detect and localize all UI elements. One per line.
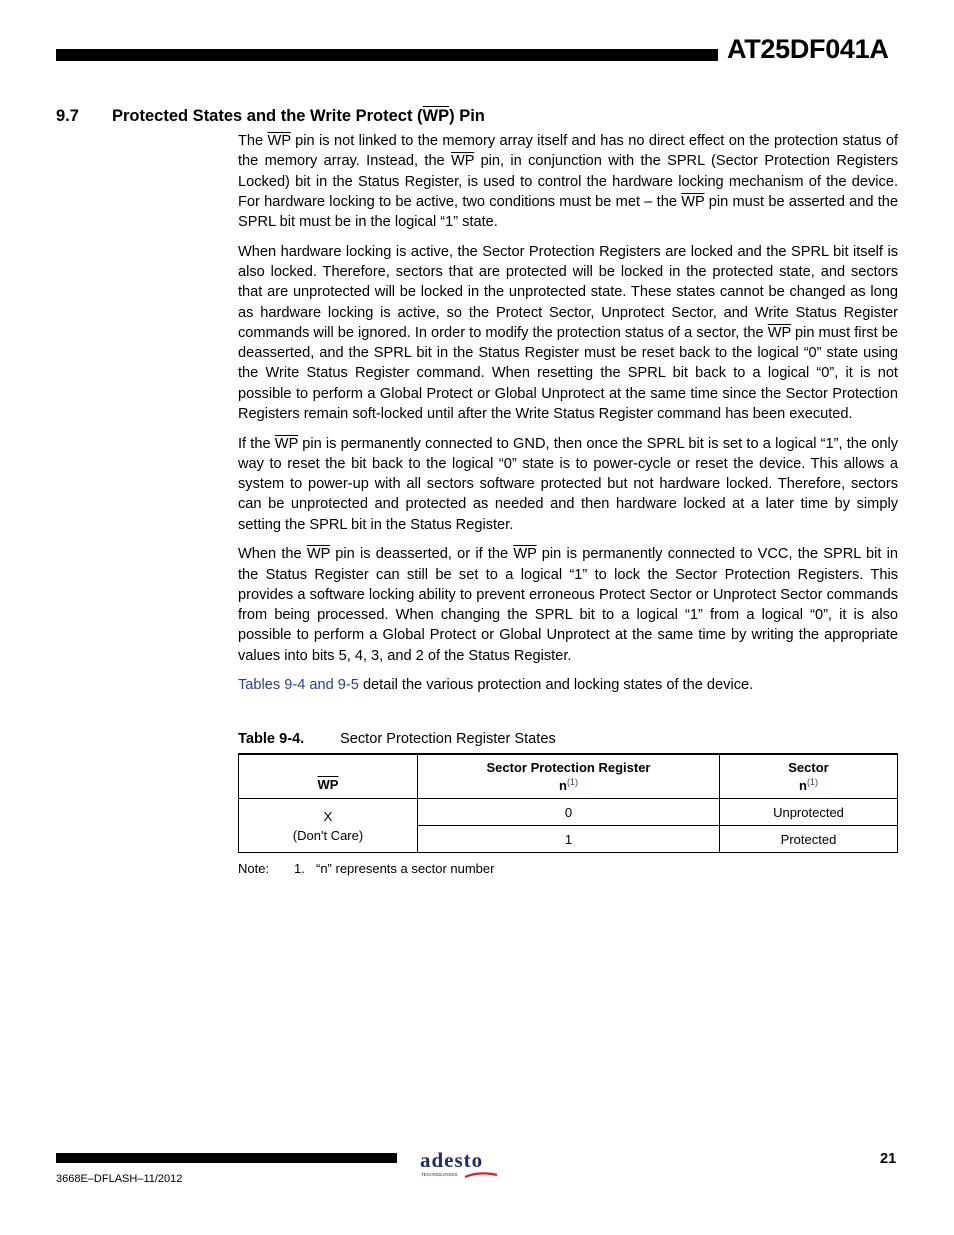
logo-swoosh (465, 1173, 497, 1177)
wp-signal: $\overline{WP}$ (267, 133, 291, 149)
document-id: 3668E–DFLASH–11/2012 (56, 1173, 183, 1185)
footnote-ref[interactable]: (1) (566, 777, 578, 787)
sector-state-cell: Protected (720, 826, 898, 853)
header-n: n (799, 778, 807, 793)
table-caption (238, 731, 556, 747)
cell-text: (Don't Care) (292, 827, 364, 843)
note-text: “n” represents a sector number (316, 861, 495, 876)
text-run: pin must be asserted and the SPRL bit must be in the logical “1” state. (238, 193, 898, 231)
wp-signal: $\overline{WP}$ (513, 546, 537, 563)
paragraph-5 (238, 675, 898, 695)
logo-subtext: TECHNOLOGIES (421, 1172, 458, 1177)
text-run: pin is not linked to the memory array itself and has no direct effect on the protection status of the memory array. Instead, the (238, 133, 898, 170)
wp-signal: $\overline{WP}$ (422, 107, 450, 125)
text-run: pin is permanently connected to VCC, the SPRL bit in the Status Register can still be set to a logical “1” to lock the Sector Protection Registers. This provides a software locking ability to prevent erroneous Protect Sector or Unprotect Sector commands from being processed. When changing the SPRL bit to a logical “1” from a logical “0”, it is also possible to perform a Global Protect or Global Unprotect at the same time by writing the appropriate values into bits 5, 4, 3, and 2 of the Status Register. (238, 546, 898, 664)
section-body (238, 131, 898, 705)
text-run: pin must first be deasserted, and the SPRL bit in the Status Register must be reset back to the logical “0” state using the Write Status Register command. When resetting the SPRL bit back to a logical “0”, it is not possible to perform a Global Protect or Global Unprotect at the same time since the Sector Protection Registers remain soft-locked until after the Write Status Register command has been executed. (238, 324, 899, 423)
wp-dont-care-cell (239, 799, 418, 853)
text-run: When the (238, 546, 307, 563)
text-run: pin is permanently connected to GND, then once the SPRL bit is set to a logical “1”, the only way to reset the bit back to the logical “0” state is to power-cycle or reset the device. This allows a system to power-up with all sectors software protected but not hardware locked. Therefore, sectors can be unprotected and protected as needed and then hardware locked at a later time by simply setting the SPRL bit in the Status Register. (238, 435, 899, 533)
table-row (239, 799, 898, 826)
text-run: pin, in conjunction with the SPRL (Sector Protection Registers Locked) bit in the Status Register, is used to control the hardware locking mechanism of the device. For hardware locking to be active, two conditions must be met – the (238, 153, 898, 210)
header-text-n (720, 775, 897, 793)
section-number: 9.7 (56, 107, 79, 125)
wp-signal: $\overline{WP}$ (451, 153, 475, 170)
tables-cross-reference-link[interactable]: Tables 9-4 and 9-5 (238, 677, 359, 694)
wp-signal: $\overline{WP}$ (317, 777, 339, 792)
text-run: If the (238, 435, 275, 452)
paragraph-2 (238, 242, 898, 425)
header-sector (720, 754, 898, 799)
header-n: n (559, 778, 567, 793)
wp-signal: $\overline{WP}$ (306, 546, 331, 563)
table-note (238, 861, 494, 876)
register-value-cell: 0 (418, 799, 720, 826)
text-run: When hardware locking is active, the Sector Protection Registers are locked and the SPRL bit itself is also locked. Therefore, sectors that are protected will be locked in the protected state, and sectors that are unprotected will be locked in the unprotected state. These states cannot be changed as long as hardware locking is active, so the Protect Sector, Unprotect Sector, and Write Status Register commands will be ignored. In order to modify the protection status of a sector, the (238, 243, 898, 341)
section-heading (56, 107, 485, 126)
paragraph-4 (238, 544, 898, 666)
wp-signal: $\overline{WP}$ (767, 324, 791, 341)
header-text: Sector Protection Register (486, 760, 651, 775)
sector-state-cell: Unprotected (720, 799, 898, 826)
table-caption-label: Table 9-4. (238, 731, 305, 747)
paragraph-3 (238, 434, 898, 535)
adesto-logo (419, 1146, 503, 1182)
text-run: The (238, 133, 268, 149)
paragraph-1 (238, 131, 898, 232)
footer-rule (56, 1153, 397, 1163)
section-title-end: ) Pin (449, 107, 485, 125)
header-rule (56, 49, 718, 61)
footnote-ref[interactable]: (1) (806, 777, 818, 787)
register-value-cell: 1 (418, 826, 720, 853)
sector-protection-table (238, 753, 898, 853)
wp-signal: $\overline{WP}$ (274, 435, 299, 452)
header-sector-protection-register (418, 754, 720, 799)
cell-text: X (323, 808, 333, 824)
table-caption-text: Sector Protection Register States (340, 731, 556, 747)
header-wp (239, 754, 418, 799)
logo-wordmark: adesto (420, 1148, 484, 1172)
section-title-start: Protected States and the Write Protect ( (112, 107, 423, 125)
text-run: detail the various protection and locking states of the device. (358, 677, 754, 694)
page-number: 21 (880, 1151, 897, 1167)
note-number: 1. (294, 861, 305, 876)
text-run: pin is deasserted, or if the (330, 546, 514, 563)
header-text: Sector (788, 760, 829, 775)
table-header-row (239, 754, 898, 799)
wp-signal: $\overline{WP}$ (681, 193, 705, 210)
header-text-n (418, 775, 719, 793)
document-title: AT25DF041A (727, 34, 889, 64)
note-label: Note: (238, 861, 270, 876)
